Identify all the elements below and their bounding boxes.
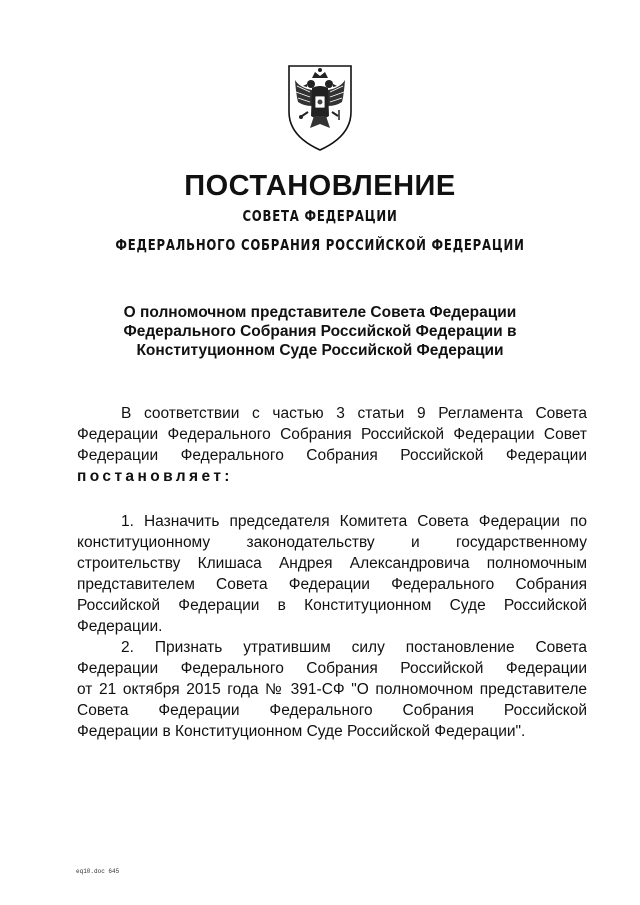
clause-2-paragraph (77, 637, 587, 742)
paragraph-line: 2. Признать утратившим силу постановление Совета (121, 639, 587, 656)
paragraph-line: Федерации Федерального Собрания Российской Федерации (77, 447, 587, 464)
coat-of-arms-icon (286, 62, 354, 154)
paragraph-line: представителем Совета Федерации Федерального Собрания (77, 576, 587, 593)
paragraph-line: Федерации Федерального Собрания Российской Федерации Совет (77, 426, 587, 443)
document-subtitle-assembly: ФЕДЕРАЛЬНОГО СОБРАНИЯ РОССИЙСКОЙ ФЕДЕРАЦИИ (115, 236, 525, 254)
paragraph-line: от 21 октября 2015 года № 391-СФ "О полномочном представителе (77, 681, 587, 698)
preamble-paragraph (77, 403, 587, 487)
document-subtitle-council: СОВЕТА ФЕДЕРАЦИИ (242, 207, 398, 225)
paragraph-line: Федерации. (77, 618, 163, 635)
subject-line: Конституционном Суде Российской Федерации (136, 342, 504, 359)
clause-1-paragraph (77, 511, 587, 637)
paragraph-line: Федерации в Конституционном Суде Российской Федерации". (77, 723, 526, 740)
resolves-keyword: постановляет: (77, 468, 233, 485)
resolution-subject (60, 303, 580, 360)
subject-line: Федерального Собрания Российской Федерации в (123, 323, 517, 340)
document-title: ПОСТАНОВЛЕНИЕ (184, 170, 456, 202)
paragraph-line: Российской Федерации в Конституционном Суде Российской (77, 597, 587, 614)
paragraph-line: Федерации Федерального Собрания Российской Федерации (77, 660, 587, 677)
paragraph-line: 1. Назначить председателя Комитета Совета Федерации по (121, 513, 587, 530)
paragraph-line: В соответствии с частью 3 статьи 9 Регламента Совета (121, 405, 587, 422)
document-code: eq10.doc 645 (76, 868, 120, 875)
subject-line: О полномочном представителе Совета Федерации (123, 304, 517, 321)
paragraph-line: Совета Федерации Федерального Собрания Российской (77, 702, 587, 719)
paragraph-line: строительству Клишаса Андрея Александровича полномочным (77, 555, 587, 572)
paragraph-line: конституционному законодательству и государственному (77, 534, 587, 551)
